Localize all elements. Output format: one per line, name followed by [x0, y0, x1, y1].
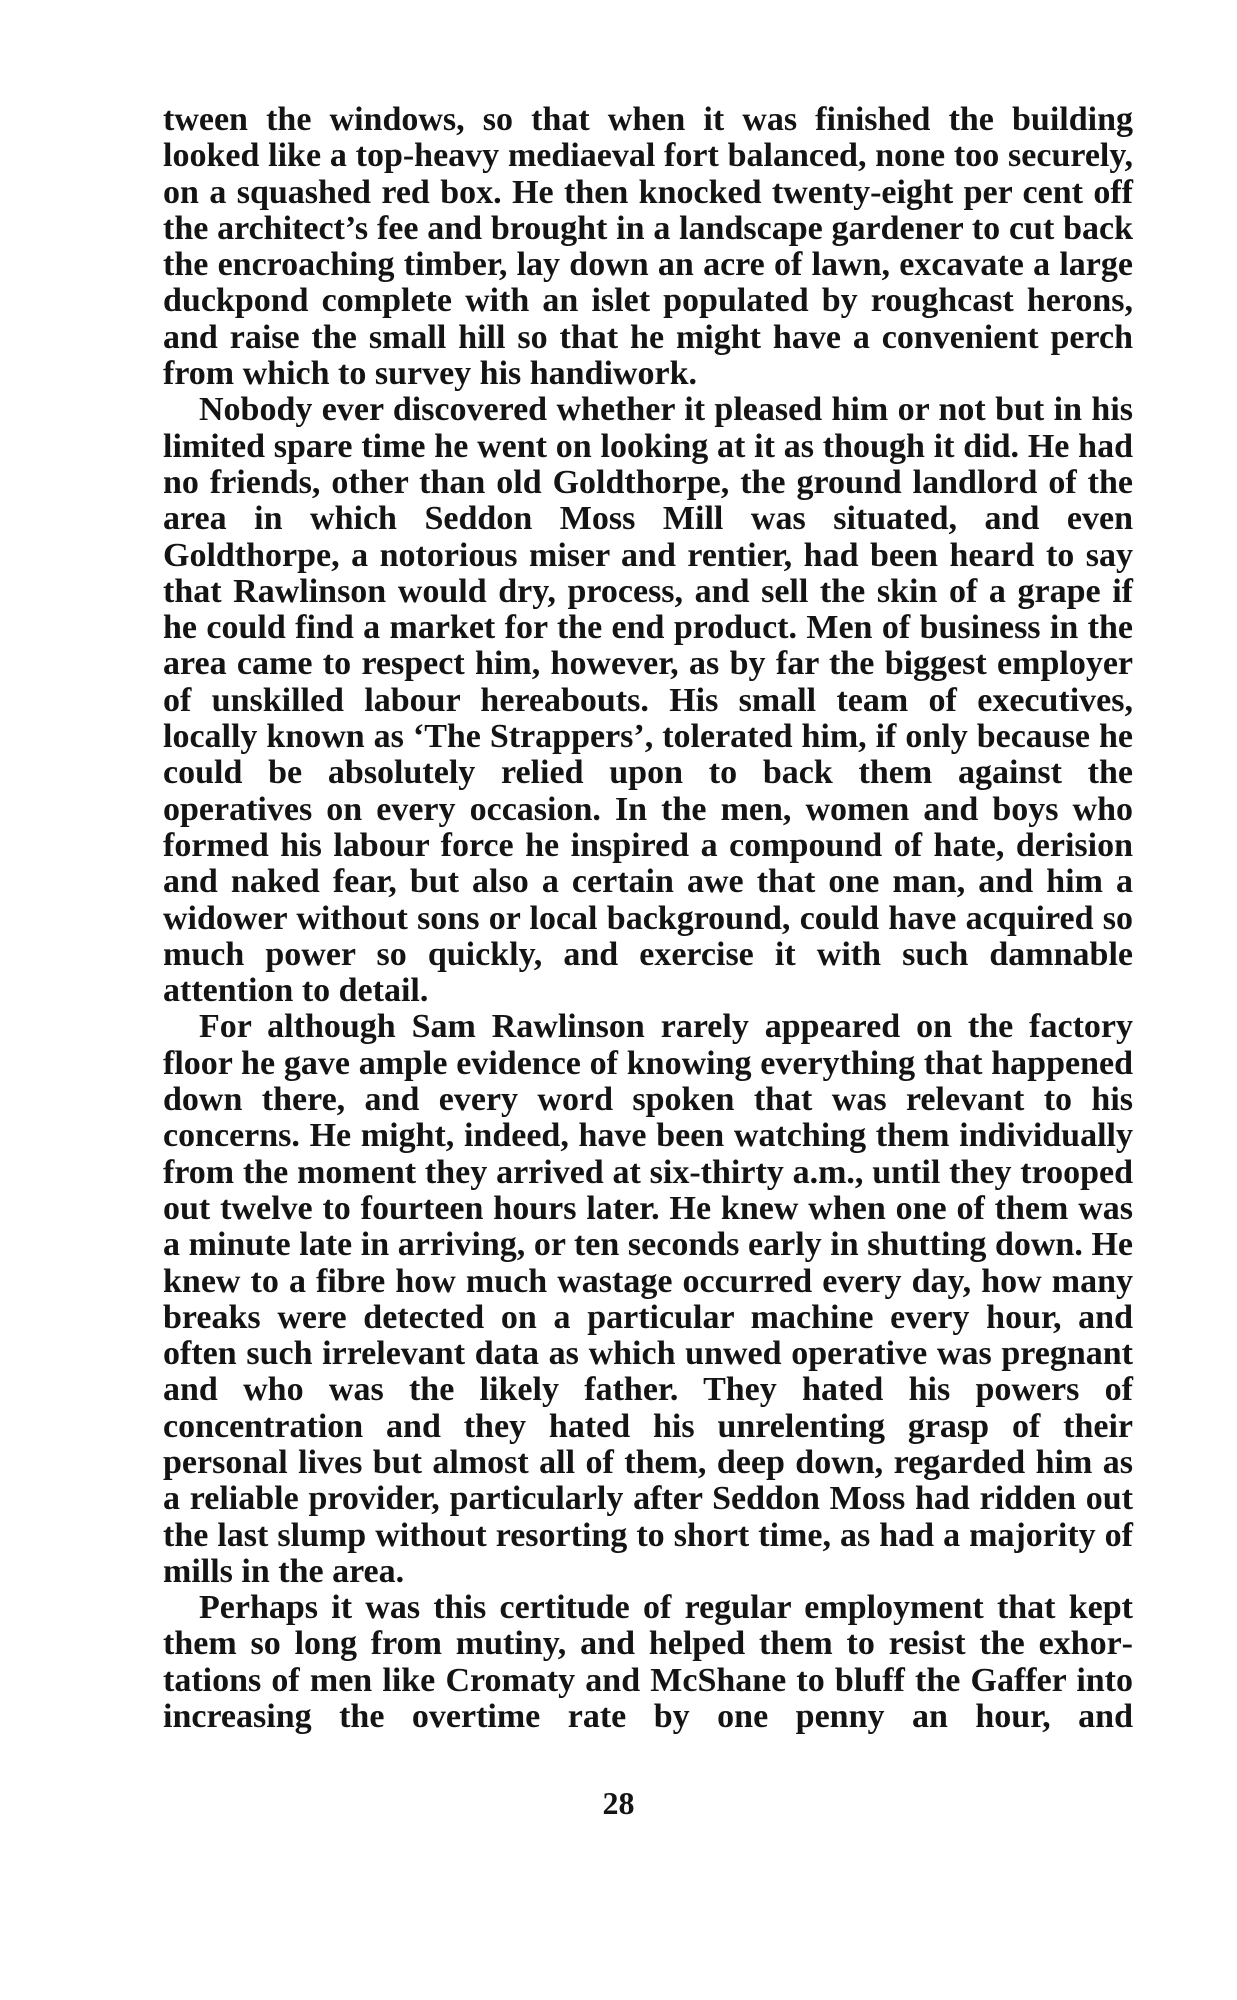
paragraph-4: Perhaps it was this certitude of regular employment that kept them so long from mutiny, and helped them to resist the exhortations of men like Cromaty and McShane to bluff the Gaffer into increasing the overtime rate by one penny an hour, and — [163, 1589, 1133, 1736]
page-number: 28 — [602, 1785, 635, 1821]
body-text — [163, 102, 1133, 1735]
paragraph-1: tween the windows, so that when it was finished the building looked like a top-heavy mediaeval fort balanced, none too securely, on a squashed red box. He then knocked twenty-eight per cent off the architect’s fee and brought in a landscape gardener to cut back the encroaching timber, lay down an acre of lawn, excavate a large duckpond complete with an islet populated by roughcast herons, and raise the small hill so that he might have a convenient perch from which to survey his handiwork. — [163, 101, 1133, 393]
paragraph-3: For although Sam Rawlinson rarely appeared on the factory floor he gave ample evidence of knowing everything that happened down there, and every word spoken that was relevant to his concerns. He might, indeed, have been watching them individually from the moment they arrived at six-thirty a.m., until they trooped out twelve to fourteen hours later. He knew when one of them was a minute late in arriving, or ten seconds early in shutting down. He knew to a fibre how much wastage occurred every day, how many breaks were detected on a particular machine every hour, and often such irrelevant data as which unwed operative was pregnant and who was the likely father. They hated his powers of concentration and they hated his unrelenting grasp of their personal lives but almost all of them, deep down, regarded him as a reliable provider, particularly after Seddon Moss had ridden out the last slump without resorting to short time, as had a majority of mills in the area. — [163, 1008, 1133, 1590]
paragraph-2: Nobody ever discovered whether it pleased him or not but in his limited spare time he went on looking at it as though it did. He had no friends, other than old Goldthorpe, the ground landlord of the area in which Seddon Moss Mill was situated, and even Goldthorpe, a notorious miser and rentier, had been heard to say that Rawlinson would dry, process, and sell the skin of a grape if he could find a market for the end product. Men of business in the area came to respect him, however, as by far the biggest employer of unskilled labour hereabouts. His small team of executives, locally known as ‘The Strappers’, tolerated him, if only because he could be absolutely relied upon to back them against the operatives on every occasion. In the men, women and boys who formed his labour force he inspired a compound of hate, derision and naked fear, but also a certain awe that one man, and him a widower without sons or local background, could have acquired so much power so quickly, and exercise it with such damnable attention to detail. — [163, 391, 1133, 1010]
